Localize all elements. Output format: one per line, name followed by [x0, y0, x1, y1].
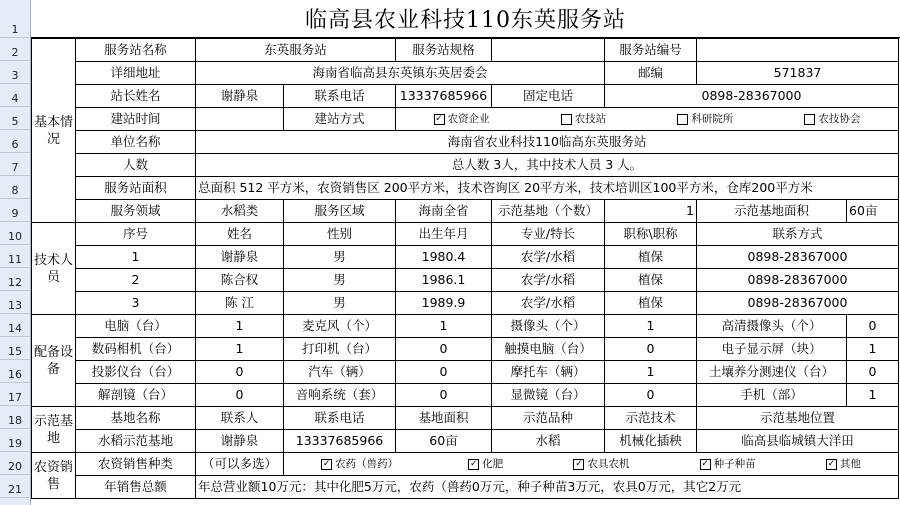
- equip-value[interactable]: 0: [196, 361, 284, 384]
- station-spec-label: 服务站规格: [396, 39, 492, 62]
- tech-cell[interactable]: 农学/水稻: [492, 246, 605, 269]
- area-label: 服务站面积: [76, 177, 196, 200]
- field-label: 服务领域: [76, 200, 196, 223]
- tech-cell[interactable]: 植保: [605, 246, 697, 269]
- row-number[interactable]: 8: [0, 176, 30, 199]
- equip-label: 触摸电脑（台）: [492, 338, 605, 361]
- demo-cell[interactable]: 临高县临城镇大洋田: [697, 430, 899, 453]
- equip-label: 汽车（辆）: [284, 361, 396, 384]
- equip-value[interactable]: 1: [605, 315, 697, 338]
- equip-label: 投影仪台（台）: [76, 361, 196, 384]
- tech-cell[interactable]: 0898-28367000: [697, 269, 899, 292]
- agri-type-option[interactable]: [826, 454, 861, 474]
- section-demo: 示范基地: [32, 407, 76, 453]
- equip-value[interactable]: 1: [847, 384, 899, 407]
- tech-cell[interactable]: 1989.9: [396, 292, 492, 315]
- checkbox-checked-icon[interactable]: ✓: [575, 458, 583, 469]
- checkbox-checked-icon[interactable]: ✓: [470, 458, 478, 469]
- equip-label: 摄像头（个）: [492, 315, 605, 338]
- equip-label: 数码相机（台）: [76, 338, 196, 361]
- agri-type-option-label: 其他: [839, 458, 861, 470]
- phone-cell[interactable]: 13337685966: [396, 85, 492, 108]
- agri-type-option[interactable]: [573, 454, 629, 474]
- table-row: [32, 338, 899, 361]
- row-number[interactable]: 16: [0, 360, 30, 383]
- agri-type-option-label: 农具农机: [587, 458, 630, 470]
- demo-cell[interactable]: 机械化插秧: [605, 430, 697, 453]
- row-number[interactable]: 10: [0, 222, 30, 245]
- equip-label: 电子显示屏（块）: [697, 338, 847, 361]
- table-row: [32, 384, 899, 407]
- build-mode-option-label: 农资企业: [447, 113, 490, 125]
- build-mode-option-label: 科研院所: [691, 113, 734, 125]
- tech-cell[interactable]: 男: [284, 292, 396, 315]
- build-mode-option[interactable]: [434, 109, 490, 129]
- equip-value[interactable]: 0: [396, 384, 492, 407]
- phone-label: 联系电话: [284, 85, 396, 108]
- landline-label: 固定电话: [492, 85, 605, 108]
- equip-value[interactable]: 1: [605, 361, 697, 384]
- tech-cell[interactable]: 1980.4: [396, 246, 492, 269]
- row-number[interactable]: 3: [0, 61, 30, 84]
- tech-header: 专业/特长: [492, 223, 605, 246]
- tech-cell[interactable]: 植保: [605, 269, 697, 292]
- equip-label: 打印机（台）: [284, 338, 396, 361]
- row-number[interactable]: 19: [0, 429, 30, 452]
- equip-value[interactable]: 0: [605, 338, 697, 361]
- equip-label: 高清摄像头（个）: [697, 315, 847, 338]
- equip-value[interactable]: 0: [605, 384, 697, 407]
- row-number[interactable]: 15: [0, 337, 30, 360]
- section-equip: 配备设备: [32, 315, 76, 407]
- zip-cell[interactable]: 571837: [697, 62, 899, 85]
- agri-types-label: 农资销售种类: [76, 453, 196, 476]
- row-number[interactable]: 2: [0, 38, 30, 61]
- equip-value[interactable]: 1: [396, 315, 492, 338]
- tech-cell[interactable]: 0898-28367000: [697, 246, 899, 269]
- table-row: [32, 292, 899, 315]
- tech-cell[interactable]: 1: [76, 246, 196, 269]
- row-number[interactable]: 14: [0, 314, 30, 337]
- build-mode-label: 建站方式: [284, 108, 396, 131]
- tech-cell[interactable]: 男: [284, 269, 396, 292]
- equip-value[interactable]: 0: [196, 384, 284, 407]
- demo-header: 联系人: [196, 407, 284, 430]
- checkbox-checked-icon[interactable]: ✓: [322, 458, 331, 469]
- table-row: [32, 269, 899, 292]
- tech-cell[interactable]: 1986.1: [396, 269, 492, 292]
- station-no-label: 服务站编号: [605, 39, 697, 62]
- field-cell[interactable]: 水稻类: [196, 200, 284, 223]
- demo-header: 示范品种: [492, 407, 605, 430]
- tech-cell[interactable]: 男: [284, 246, 396, 269]
- tech-cell[interactable]: 3: [76, 292, 196, 315]
- count-cell[interactable]: 总人数 3人，其中技术人员 3 人。: [196, 154, 899, 177]
- station-name-label: 服务站名称: [76, 39, 196, 62]
- agri-type-option-label: 化肥: [482, 458, 504, 470]
- count-label: 人数: [76, 154, 196, 177]
- tech-header: 性别: [284, 223, 396, 246]
- equip-value[interactable]: 1: [847, 338, 899, 361]
- section-agri: 农资销售: [32, 453, 76, 499]
- checkbox-checked-icon[interactable]: ✓: [827, 458, 836, 469]
- tech-cell[interactable]: 陈合权: [196, 269, 284, 292]
- equip-value[interactable]: 0: [396, 361, 492, 384]
- table-row: [32, 246, 899, 269]
- demo-cell[interactable]: 13337685966: [284, 430, 396, 453]
- equip-label: 电脑（台）: [76, 315, 196, 338]
- tech-cell[interactable]: 陈 江: [196, 292, 284, 315]
- row-number[interactable]: 13: [0, 291, 30, 314]
- demo-header: 基地名称: [76, 407, 196, 430]
- row-number[interactable]: 1: [0, 0, 30, 38]
- agri-type-option[interactable]: [321, 454, 398, 474]
- table-row: [32, 315, 899, 338]
- equip-label: 麦克风（个）: [284, 315, 396, 338]
- build-mode-option[interactable]: [677, 109, 733, 129]
- agri-types-note: （可以多选）: [196, 453, 284, 476]
- area-cell[interactable]: 总面积 512 平方米，农资销售区 200平方米，技术咨询区 20平方米，技术培训区100平方米，仓库200平方米: [196, 177, 899, 200]
- equip-label: 显微镜（台）: [492, 384, 605, 407]
- row-number[interactable]: 18: [0, 406, 30, 429]
- build-time-label: 建站时间: [76, 108, 196, 131]
- region-cell[interactable]: 海南全省: [396, 200, 492, 223]
- tech-cell[interactable]: 2: [76, 269, 196, 292]
- build-mode-option-label: 农技协会: [818, 113, 861, 125]
- checkbox-checked-icon[interactable]: ✓: [701, 458, 709, 469]
- section-tech: 技术人员: [32, 223, 76, 315]
- equip-value[interactable]: 0: [847, 361, 899, 384]
- build-mode-option[interactable]: [804, 109, 860, 129]
- row-number[interactable]: 7: [0, 153, 30, 176]
- build-mode-option[interactable]: [561, 109, 607, 129]
- tech-header: 序号: [76, 223, 196, 246]
- station-no-cell[interactable]: [697, 39, 899, 62]
- head-cell[interactable]: 谢静泉: [196, 85, 284, 108]
- row-number[interactable]: 17: [0, 383, 30, 406]
- station-spec-cell[interactable]: [492, 39, 605, 62]
- station-table: [31, 38, 899, 499]
- equip-label: 摩托车（辆）: [492, 361, 605, 384]
- demo-cell[interactable]: 谢静泉: [196, 430, 284, 453]
- checkbox-empty-icon[interactable]: [804, 114, 815, 125]
- agri-type-option[interactable]: [700, 454, 756, 474]
- head-label: 站长姓名: [76, 85, 196, 108]
- region-label: 服务区域: [284, 200, 396, 223]
- tech-cell[interactable]: 农学/水稻: [492, 292, 605, 315]
- demo-area-label: 示范基地面积: [697, 200, 847, 223]
- tech-cell[interactable]: 农学/水稻: [492, 269, 605, 292]
- demo-count-cell[interactable]: 1: [605, 200, 697, 223]
- row-number[interactable]: 11: [0, 245, 30, 268]
- agri-type-option-label: 农药（兽药）: [335, 458, 399, 470]
- zip-label: 邮编: [605, 62, 697, 85]
- landline-cell[interactable]: 0898-28367000: [605, 85, 899, 108]
- row-number[interactable]: 12: [0, 268, 30, 291]
- page-title: 临高县农业科技110东英服务站: [31, 0, 900, 38]
- agri-type-option-label: 种子种苗: [713, 458, 756, 470]
- station-name-cell[interactable]: 东英服务站: [196, 39, 396, 62]
- demo-area-cell[interactable]: 60亩: [847, 200, 899, 223]
- demo-header: 示范基地位置: [697, 407, 899, 430]
- row-number[interactable]: 5: [0, 107, 30, 130]
- unit-cell[interactable]: 海南省农业科技110临高东英服务站: [196, 131, 899, 154]
- demo-header: 示范技术: [605, 407, 697, 430]
- demo-header: 基地面积: [396, 407, 492, 430]
- build-mode-options: [396, 108, 899, 131]
- tech-header: 联系方式: [697, 223, 899, 246]
- tech-header: 姓名: [196, 223, 284, 246]
- equip-label: 土壤养分测速仪（台）: [697, 361, 847, 384]
- tech-cell[interactable]: 0898-28367000: [697, 292, 899, 315]
- sales-cell[interactable]: 年总营业额10万元：其中化肥5万元，农药（兽药0万元，种子种苗3万元，农具0万元，其它2万元: [196, 476, 899, 499]
- address-cell[interactable]: 海南省临高县东英镇东英居委会: [196, 62, 605, 85]
- demo-count-label: 示范基地（个数）: [492, 200, 605, 223]
- agri-types-options: [284, 453, 899, 476]
- table-row: [32, 361, 899, 384]
- table-row: [32, 430, 899, 453]
- equip-label: 解剖镜（台）: [76, 384, 196, 407]
- tech-cell[interactable]: 植保: [605, 292, 697, 315]
- equip-label: 音响系统（套）: [284, 384, 396, 407]
- tech-header: 出生年月: [396, 223, 492, 246]
- row-header-column: [0, 0, 31, 505]
- tech-cell[interactable]: 谢静泉: [196, 246, 284, 269]
- demo-cell[interactable]: 60亩: [396, 430, 492, 453]
- sales-label: 年销售总额: [76, 476, 196, 499]
- unit-label: 单位名称: [76, 131, 196, 154]
- row-number[interactable]: 20: [0, 452, 30, 475]
- row-number[interactable]: 21: [0, 475, 30, 498]
- address-label: 详细地址: [76, 62, 196, 85]
- row-number[interactable]: 4: [0, 84, 30, 107]
- equip-value[interactable]: 1: [196, 338, 284, 361]
- row-number[interactable]: 6: [0, 130, 30, 153]
- demo-cell[interactable]: 水稻示范基地: [76, 430, 196, 453]
- equip-label: 手机（部）: [697, 384, 847, 407]
- checkbox-empty-icon[interactable]: [561, 114, 572, 125]
- checkbox-checked-icon[interactable]: ✓: [435, 113, 443, 124]
- demo-cell[interactable]: 水稻: [492, 430, 605, 453]
- equip-value[interactable]: 0: [396, 338, 492, 361]
- equip-value[interactable]: 0: [847, 315, 899, 338]
- checkbox-empty-icon[interactable]: [677, 114, 688, 125]
- tech-header: 职称\职称: [605, 223, 697, 246]
- build-time-cell[interactable]: [196, 108, 284, 131]
- agri-type-option[interactable]: [468, 454, 503, 474]
- section-basic: 基本情况: [32, 39, 76, 223]
- equip-value[interactable]: 1: [196, 315, 284, 338]
- demo-header: 联系电话: [284, 407, 396, 430]
- build-mode-option-label: 农技站: [574, 113, 607, 125]
- row-number[interactable]: 9: [0, 199, 30, 222]
